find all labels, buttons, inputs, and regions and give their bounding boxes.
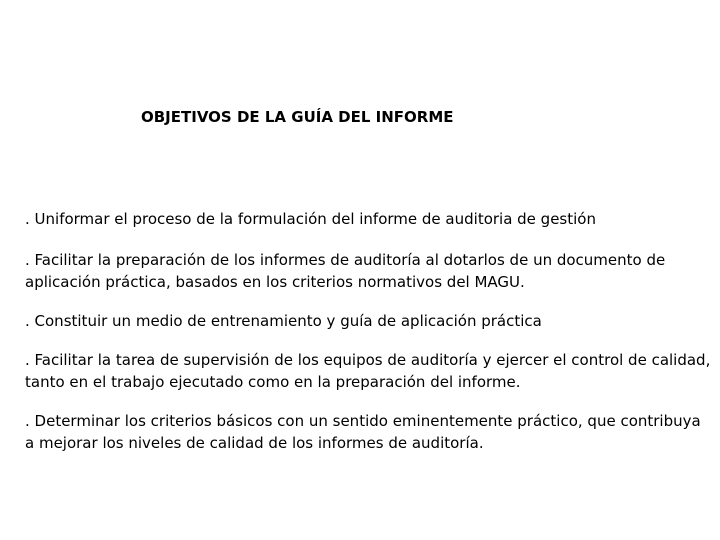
objective-item: . Uniformar el proceso de la formulación del informe de auditoria de gestión: [25, 210, 596, 228]
objectives-list: [25, 208, 711, 474]
objective-item: . Facilitar la tarea de supervisión de los equipos de auditoría y ejercer el control de calidad, tanto en el trabajo ejecutado como en la preparación del informe.: [25, 351, 711, 391]
objective-item: . Constituir un medio de entrenamiento y guía de aplicación práctica: [25, 312, 542, 330]
objective-item: . Determinar los criterios básicos con un sentido eminentemente práctico, que contribuya a mejorar los niveles de calidad de los informes de auditoría.: [25, 412, 701, 452]
slide-title: OBJETIVOS DE LA GUÍA DEL INFORME: [141, 108, 454, 126]
objective-item: . Facilitar la preparación de los informes de auditoría al dotarlos de un documento de aplicación práctica, basados en los criterios normativos del MAGU.: [25, 251, 666, 291]
